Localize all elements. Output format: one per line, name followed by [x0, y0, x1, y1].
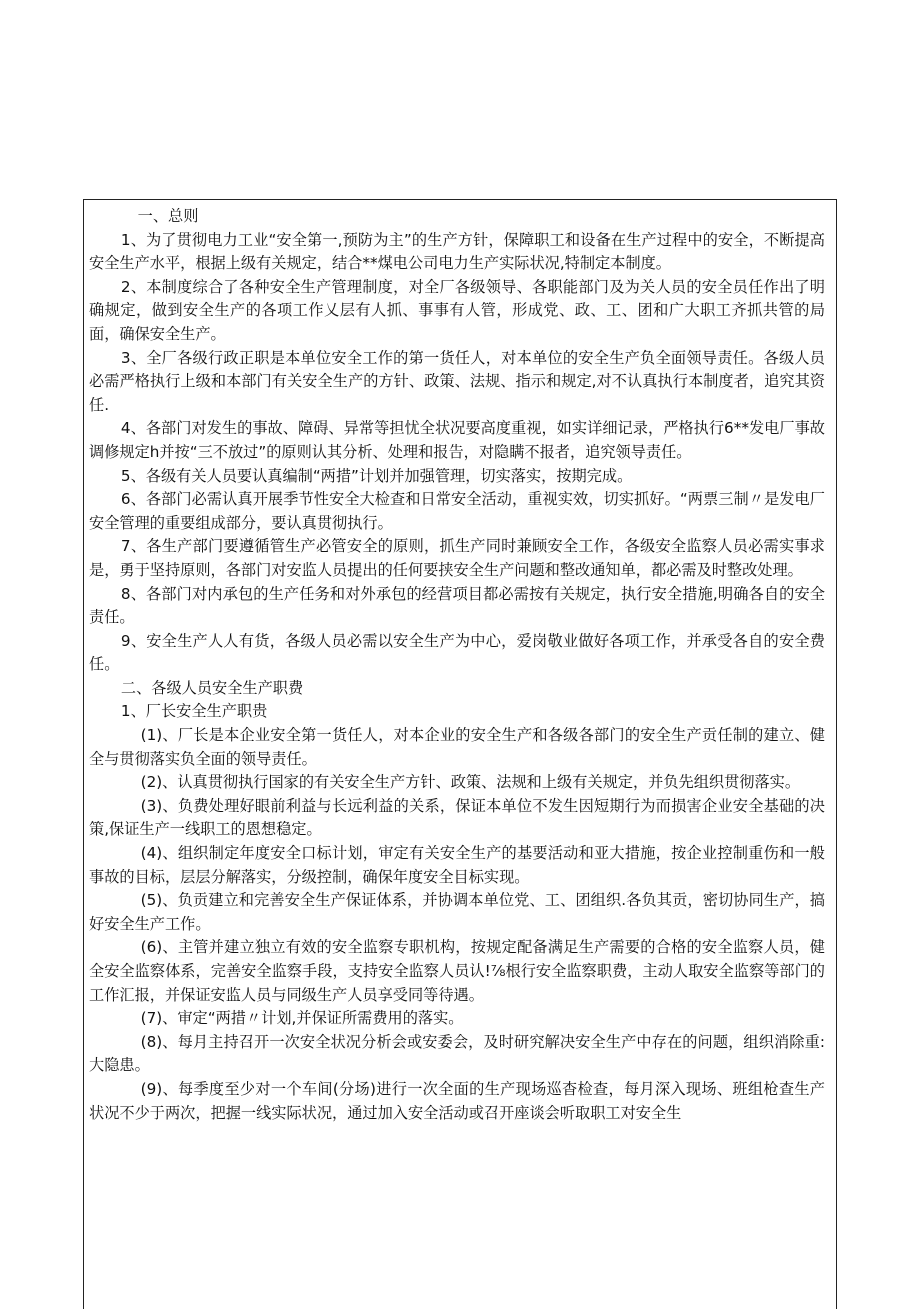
subsection-heading-director: 1、厂长安全生产职贵: [120, 702, 268, 721]
director-item-8: (8)、每月主持召开一次安全状况分析会或安委会，及时研究解决安全生产中存在的问题，组织消除重:大隐患。: [89, 1032, 825, 1075]
paragraph-general-2: 2、本制度综合了各种安全生产管理制度，对全厂各级领导、各职能部门及为关人员的安全员任作出了明确规定，做到安全生产的各项工作乂层有人抓、事事有人管，形成党、政、工、团和广大职工齐抓共管的局面，确保安全生产。: [89, 277, 825, 343]
director-item-9: (9)、每季度至少对一个车间(分场)进行一次全面的生产现场巡杳检查，每月深入现场、班组枪查生产状况不少于两次，把握一线实际状况，通过加入安全活动或召开座谈会听取职工对安全生: [89, 1079, 825, 1122]
director-item-4: (4)、组织制定年度安全口标计划，审定有关安全生产的基要活动和亚大措施，按企业控制重伤和一般事故的目标，层层分解落实，分级控制，确保年度安全目标实现。: [89, 844, 825, 886]
document-body: [89, 205, 825, 1125]
paragraph-general-9: 9、安全生产人人有货，各级人员必需以安全生产为中心，爱岗敬业做好各项工作，并承受各自的安全费任。: [89, 631, 825, 674]
paragraph-general-5: 5、各级有关人员要认真编制“两措”计划并加强管理，切实落实，按期完成。: [120, 466, 633, 485]
paragraph-general-4: 4、各部门对发生的事故、障碍、异常等担忧全状况要高度重视，如实详细记录，严格执行6**发电厂事故调修规定h并按“三不放过”的原则认其分析、处理和报告，对隐瞒不报者，追究领导责任。: [89, 419, 825, 461]
paragraph-general-3: 3、全厂各级行政正职是本单位安全工作的第一货任人，对本单位的安全生产负全面领导责任。各级人员必需严格执行上级和本部门有关安全生产的方针、政策、法规、指示和规定,对不认真执行本制度者，追究其资任.: [89, 348, 825, 414]
director-item-3: (3)、负费处理好眼前利益与长远利益的关系，保证本单位不发生因短期行为而损害企业安全基础的决策,保证生产一线职工的恩想稳定。: [89, 796, 825, 839]
director-item-5: (5)、负贡建立和完善安全生产保证体系，并协调本单位党、工、团组织.各负其贡，密切协同生产，搞好安全生产工作。: [89, 891, 825, 933]
director-item-1: (1)、厂长是本企业安全第一货任人，对本企业的安全生产和各级各部门的安全生产贡任制的建立、健全与贯彻落实负全面的领导责任。: [89, 726, 825, 768]
director-item-6: (6)、主管并建立独立有效的安全监察专职机构，按规定配备满足生产需要的合格的安全监察人员，健全安全监察体系，完善安全监察手段，支持安全监察人员认!⅞根行安全监察职费，主动人取安全监察等部门的工作汇报，并保证安监人员与同级生产人员享受同等待遇。: [89, 938, 825, 1004]
director-item-2: (2)、认真贯彻执行国家的有关安全生产方针、政策、法规和上级有关规定，并负先组织贯彻落实。: [140, 773, 801, 792]
section-heading-general: 一、总则: [137, 207, 199, 225]
paragraph-general-8: 8、各部门对内承包的生产任务和对外承包的经营项目都必需按有关规定，执行安全措施,明确各自的安全责任。: [89, 584, 825, 627]
section-heading-responsibilities: 二、各级人员安全生产职费: [120, 678, 304, 697]
paragraph-general-6: 6、各部门必需认真开展季节性安全大检查和日常安全活动，重视实效，切实抓好。“两票三制〃是发电厂安全管理的重要组成部分，要认真贯彻执行。: [89, 490, 825, 532]
paragraph-general-7: 7、各生产部门要遵循管生产必管安全的原则，抓生产同时兼顾安全工作，各级安全监察人员必需实事求是，勇于坚持原则，各部门对安监人员提出的任何要挟安全生产问题和整改通知单，都必需及时整改处理。: [89, 537, 825, 579]
director-item-7: (7)、审定“两措〃计划,并保证所需费用的落实。: [140, 1009, 464, 1028]
paragraph-general-1: 1、为了贯彻电力工业“安全第一,预防为主”的生产方针，保障职工和设备在生产过程中的安全，不断提高安全生产水平，根据上级有关规定，结合**煤电公司电力生产实际状况,特制定本制度。: [89, 230, 825, 273]
document-frame: [83, 199, 837, 1309]
